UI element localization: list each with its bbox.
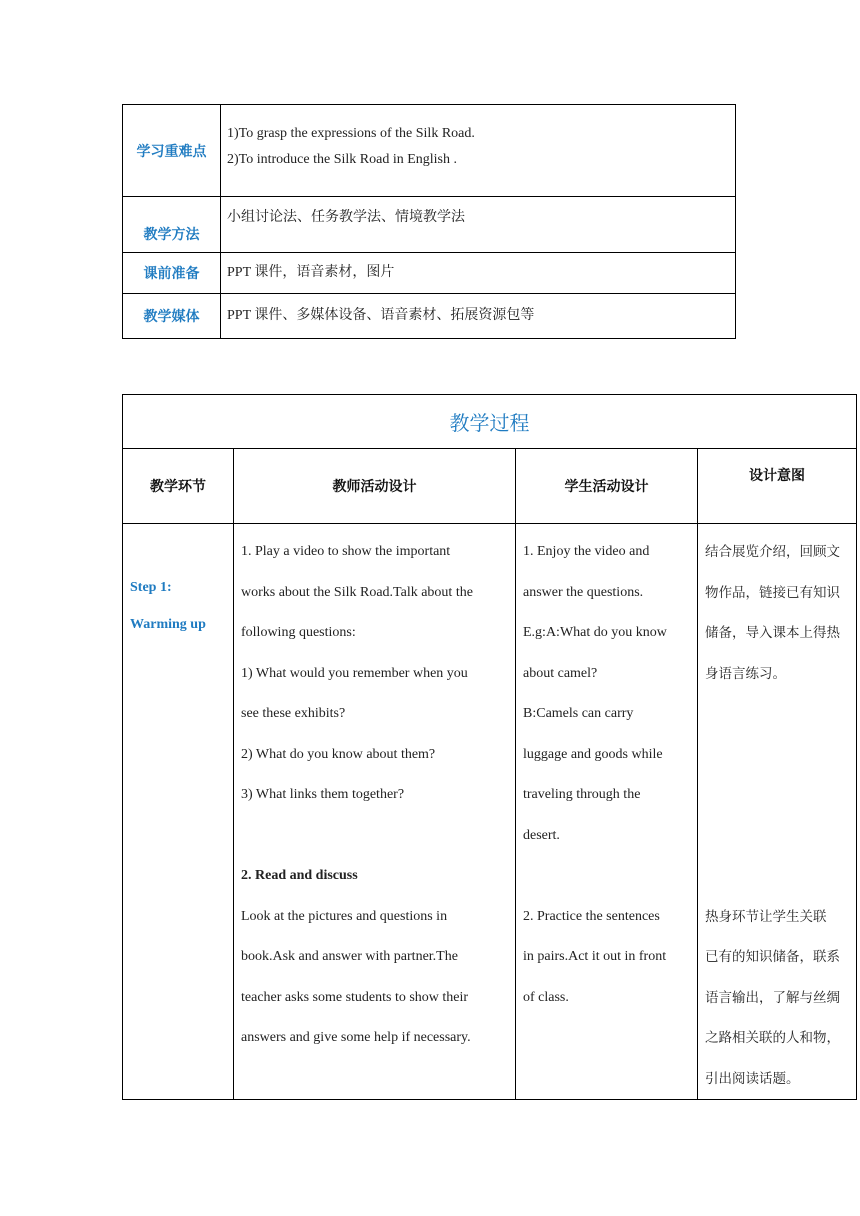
info-row-preparation	[123, 253, 736, 294]
intent-line: 物作品，链接已有知识	[705, 584, 840, 601]
teacher-line: 1. Play a video to show the important	[241, 544, 451, 559]
info-content	[221, 294, 736, 339]
design-intent	[698, 524, 857, 1100]
header-intent: 设计意图	[698, 449, 857, 524]
student-line: E.g:A:What do you know	[523, 625, 667, 640]
student-line: B:Camels can carry	[523, 706, 634, 721]
info-label: 教学媒体	[123, 294, 221, 339]
info-line: 2)To introduce the Silk Road in English .	[227, 152, 457, 167]
process-title: 教学过程	[123, 395, 857, 449]
info-row-media	[123, 294, 736, 339]
info-label: 课前准备	[123, 253, 221, 294]
step-number: Step 1:	[130, 580, 172, 595]
intent-line: 身语言练习。	[705, 665, 786, 682]
intent-line: 结合展览介绍，回顾文	[705, 544, 840, 560]
student-line: in pairs.Act it out in front	[523, 949, 667, 964]
intent-line: 语言输出，了解与丝绸	[705, 989, 840, 1006]
intent-line: 储备，导入课本上得热	[705, 625, 840, 641]
info-line: PPT 课件、多媒体设备、语音素材、拓展资源包等	[227, 308, 535, 323]
header-student: 学生活动设计	[516, 449, 698, 524]
header-teacher: 教师活动设计	[234, 449, 516, 524]
student-line: 2. Practice the sentences	[523, 908, 660, 924]
info-content	[221, 253, 736, 294]
intent-line: 之路相关联的人和物，	[705, 1030, 840, 1046]
teacher-line: book.Ask and answer with partner.The	[241, 949, 458, 964]
student-line: 1. Enjoy the video and	[523, 544, 650, 559]
header-stage: 教学环节	[123, 449, 234, 524]
intent-line: 已有的知识储备，联系	[705, 949, 840, 965]
student-line: about camel?	[523, 665, 598, 681]
intent-line: 引出阅读话题。	[705, 1070, 800, 1087]
teacher-line: teacher asks some students to show their	[241, 989, 469, 1005]
step-cell	[123, 524, 234, 1100]
process-step-row	[123, 524, 857, 1100]
student-line: desert.	[523, 827, 560, 843]
student-line: traveling through the	[523, 787, 641, 802]
teacher-line: works about the Silk Road.Talk about the	[241, 584, 473, 600]
info-label: 学习重难点	[123, 105, 221, 197]
info-table	[122, 104, 736, 339]
student-line: answer the questions.	[523, 584, 644, 600]
teacher-line: Look at the pictures and questions in	[241, 908, 448, 924]
info-label: 教学方法	[123, 197, 221, 253]
info-line: PPT 课件，语音素材，图片	[227, 265, 395, 280]
info-line: 1)To grasp the expressions of the Silk Road.	[227, 126, 475, 141]
teacher-line: 3) What links them together?	[241, 787, 405, 802]
process-header-row	[123, 449, 857, 524]
teacher-activity	[234, 524, 516, 1100]
teacher-line: answers and give some help if necessary.	[241, 1030, 471, 1045]
student-activity	[516, 524, 698, 1100]
process-table	[122, 394, 857, 1100]
student-line: of class.	[523, 989, 569, 1005]
teacher-line: 1) What would you remember when you	[241, 665, 468, 681]
info-content	[221, 105, 736, 197]
intent-line: 热身环节让学生关联	[705, 908, 827, 925]
info-row-method	[123, 197, 736, 253]
teacher-line: see these exhibits?	[241, 706, 346, 721]
info-line: 小组讨论法、任务教学法、情境教学法	[227, 210, 465, 225]
info-content	[221, 197, 736, 253]
teacher-section-heading: 2. Read and discuss	[241, 868, 358, 883]
student-line: luggage and goods while	[523, 746, 663, 762]
info-row-difficulty	[123, 105, 736, 197]
teacher-line: 2) What do you know about them?	[241, 746, 436, 762]
teacher-line: following questions:	[241, 625, 356, 640]
process-title-row	[123, 395, 857, 449]
step-name: Warming up	[130, 617, 206, 632]
